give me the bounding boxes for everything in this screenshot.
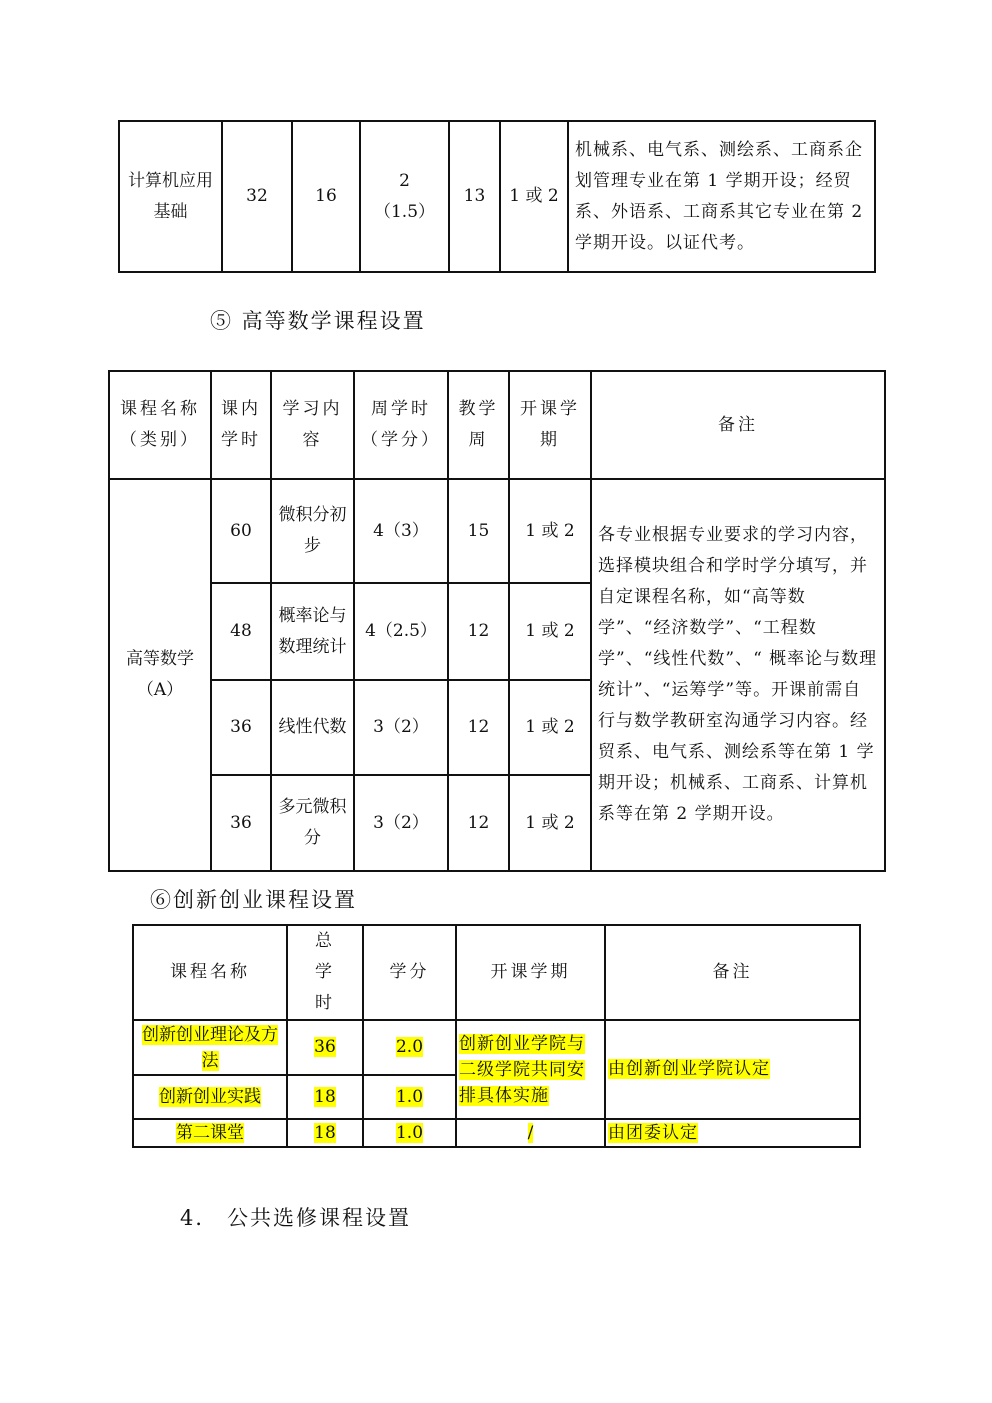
remarks: 机械系、电气系、测绘系、工商系企划管理专业在第 1 学期开设；经贸系、外语系、工商系其它专业在第 2 学期开设。以证代考。 (568, 121, 875, 272)
weekly-hours: 4（3） (354, 479, 448, 583)
teaching-weeks: 12 (448, 583, 509, 680)
table-header-row (133, 925, 860, 1020)
course-name: 计算机应用基础 (119, 121, 222, 272)
course-credits (363, 1075, 456, 1119)
course-name (133, 1075, 287, 1119)
table-row (109, 479, 885, 583)
semester: 1 或 2 (509, 680, 591, 775)
section4-title: 4． 公共选修课程设置 (180, 1206, 412, 1230)
teaching-weeks: 12 (448, 775, 509, 871)
weekly-hours: 3（2） (354, 680, 448, 775)
weekly-hours: 3（2） (354, 775, 448, 871)
semester-text: 创新创业学院与二级学院共同安排具体实施 (459, 1033, 585, 1106)
weekly-hours-value: 2 (399, 170, 410, 191)
header-name: 课程名称（类别） (109, 371, 211, 479)
computer-course-table (118, 120, 876, 273)
innovation-course-table (132, 924, 861, 1148)
weekly-hours: 4（2.5） (354, 583, 448, 680)
course-hours: 48 (211, 583, 271, 680)
course-name (133, 1119, 287, 1147)
course-name-text: 第二课堂 (176, 1123, 244, 1143)
course-credits (363, 1119, 456, 1147)
course-hours-text: 36 (314, 1037, 336, 1057)
course-content: 16 (292, 121, 360, 272)
header-weeks: 教学周 (448, 371, 509, 479)
semester: 1 或 2 (509, 583, 591, 680)
header-weekly: 周学时（学分） (354, 371, 448, 479)
course-hours: 36 (211, 775, 271, 871)
course-name-text: 创新创业理论及方法 (142, 1024, 278, 1071)
course-hours (287, 1119, 363, 1147)
course-credits-text: 2.0 (395, 1037, 424, 1057)
teaching-weeks: 12 (448, 680, 509, 775)
course-content: 微积分初步 (271, 479, 354, 583)
section5-title: ⑤ 高等数学课程设置 (210, 309, 426, 333)
course-credits-text: 1.0 (395, 1123, 424, 1143)
header-name: 课程名称 (133, 925, 287, 1020)
table-row (133, 1119, 860, 1147)
header-semester: 开课学期 (456, 925, 605, 1020)
course-hours-text: 18 (314, 1123, 336, 1143)
table-header-row (109, 371, 885, 479)
section6-title: ⑥创新创业课程设置 (150, 888, 357, 912)
semester: 1 或 2 (500, 121, 568, 272)
course-content: 概率论与数理统计 (271, 583, 354, 680)
teaching-weeks: 15 (448, 479, 509, 583)
table-row (119, 121, 875, 272)
header-note: 备注 (591, 371, 885, 479)
semester-text: / (527, 1123, 534, 1143)
course-hours-text: 18 (314, 1086, 336, 1107)
course-hours: 32 (222, 121, 292, 272)
remarks: 各专业根据专业要求的学习内容，选择模块组合和学时学分填写，并自定课程名称，如“高等数学”、“经济数学”、“工程数学”、“线性代数”、“ 概率论与数理统计”、“运筹学”等。开课前需自行与数学教研室沟通学习内容。经贸系、电气系、测绘系等在第 1 学期开设；机械系、工商系、计算机系等在第 2 学期开设。 (591, 479, 885, 871)
course-hours: 60 (211, 479, 271, 583)
course-name-text: 创新创业实践 (159, 1086, 261, 1107)
remarks-text: 由团委认定 (608, 1123, 698, 1143)
weekly-hours (360, 121, 449, 272)
semester (456, 1119, 605, 1147)
header-hours: 总学时 (287, 925, 363, 1020)
header-note: 备注 (605, 925, 860, 1020)
weekly-credits-value: （1.5） (373, 201, 436, 222)
header-hours: 课内学时 (211, 371, 271, 479)
math-course-table (108, 370, 886, 872)
course-content: 多元微积分 (271, 775, 354, 871)
header-content: 学习内容 (271, 371, 354, 479)
course-hours (287, 1020, 363, 1075)
table-row (133, 1020, 860, 1075)
semester: 1 或 2 (509, 775, 591, 871)
header-credits: 学分 (363, 925, 456, 1020)
course-content: 线性代数 (271, 680, 354, 775)
course-credits-text: 1.0 (395, 1086, 424, 1107)
course-credits (363, 1020, 456, 1075)
header-semester: 开课学期 (509, 371, 591, 479)
remarks (605, 1119, 860, 1147)
course-name (133, 1020, 287, 1075)
semester (456, 1020, 605, 1119)
course-hours: 36 (211, 680, 271, 775)
semester: 1 或 2 (509, 479, 591, 583)
teaching-weeks: 13 (449, 121, 500, 272)
course-hours (287, 1075, 363, 1119)
remarks (605, 1020, 860, 1119)
course-name: 高等数学（A） (109, 479, 211, 871)
remarks-text: 由创新创业学院认定 (608, 1059, 770, 1079)
